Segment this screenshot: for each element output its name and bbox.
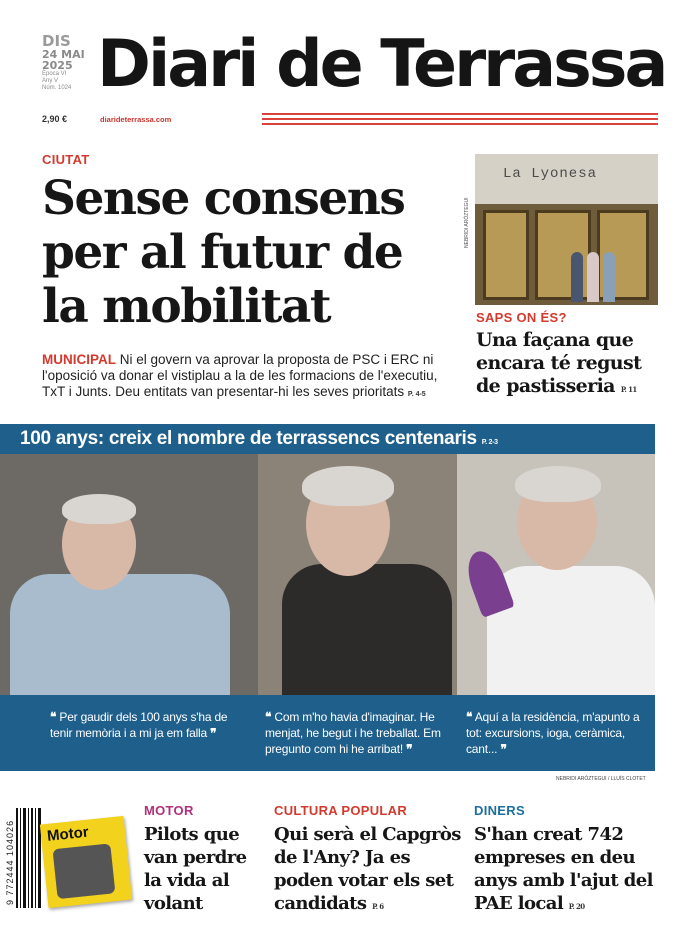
lead-kicker: MUNICIPAL xyxy=(42,352,116,367)
close-quote-icon: ❞ xyxy=(500,742,507,756)
centenarians-page-ref: P. 2-3 xyxy=(481,439,498,446)
motor-magazine-cover[interactable] xyxy=(40,816,132,908)
quote-1-text: Per gaudir dels 100 anys s'ha de tenir memòria i a mi ja em falla xyxy=(50,710,228,740)
quote-3-text: Aquí a la residència, m'apunto a tot: excursions, ioga, ceràmica, cant... xyxy=(466,710,640,756)
centenarians-title-text: 100 anys: creix el nombre de terrassencs centenaris xyxy=(20,428,477,449)
side-headline-text: Una façana que encara té regust de pastisseria xyxy=(476,329,642,397)
passerby-figure xyxy=(603,252,615,302)
shopfront-photo[interactable] xyxy=(475,154,658,305)
quote-3 xyxy=(466,709,650,757)
centenarian-photo-woman-1[interactable] xyxy=(258,454,457,695)
website-url[interactable]: diarideterrassa.com xyxy=(100,115,172,124)
close-quote-icon: ❞ xyxy=(406,742,413,756)
magazine-cover-photo xyxy=(53,843,116,899)
lead-page-ref: P. 4-5 xyxy=(407,391,426,398)
centenarian-photo-man[interactable] xyxy=(0,454,258,695)
masthead-date: 24 MAI xyxy=(42,48,85,61)
blouse-shape xyxy=(487,566,655,695)
close-quote-icon: ❞ xyxy=(210,726,217,740)
money-section-tag: DINERS xyxy=(474,803,525,818)
masthead-year: Any V xyxy=(42,78,59,84)
hair-shape xyxy=(62,494,136,524)
shop-sign xyxy=(475,154,658,204)
side-page-ref: P. 11 xyxy=(620,385,637,394)
money-headline[interactable] xyxy=(474,823,664,918)
lead-headline[interactable]: Sense consens per al futur de la mobilitat xyxy=(42,171,405,334)
quote-1 xyxy=(50,709,230,741)
money-page-ref: P. 20 xyxy=(568,902,585,911)
motor-section-tag: MOTOR xyxy=(144,803,194,818)
masthead-issue: Núm. 1024 xyxy=(42,85,72,91)
barcode-digits: 9 772444 104026 xyxy=(5,819,15,905)
quote-2-text: Com m'ho havia d'imaginar. He menjat, he begut i he treballat. Em pregunto com hi he arribat! xyxy=(265,710,441,756)
centenarian-quotes-bar xyxy=(0,695,655,771)
money-headline-text: S'han creat 742 empreses en deu anys amb l'ajut del PAE local xyxy=(474,824,653,914)
lead-body-text: Ni el govern va aprovar la proposta de PSC i ERC ni l'oposició va donar el vistiplau a la de les formacions de l'executiu, TxT i Junts. Deu entitats van presentar-hi les seves prioritats xyxy=(42,352,438,399)
hair-shape xyxy=(302,466,394,506)
lead-summary xyxy=(42,352,462,403)
centenarians-title xyxy=(20,428,498,450)
culture-headline[interactable] xyxy=(274,823,464,918)
centenarians-banner[interactable] xyxy=(0,424,655,454)
masthead-epoch: Època VI xyxy=(42,71,67,77)
side-section-tag: SAPS ON ÉS? xyxy=(476,310,567,325)
open-quote-icon: ❝ xyxy=(265,710,272,724)
side-headline[interactable] xyxy=(476,329,666,401)
masthead-year-number: 2025 xyxy=(42,59,73,72)
cardigan-shape xyxy=(282,564,452,695)
shopfront-photo-credit: NEBRIDI ARÓZTEGUI xyxy=(464,197,470,248)
culture-page-ref: P. 6 xyxy=(372,902,384,911)
passerby-figure xyxy=(571,252,583,302)
masthead-stripes xyxy=(262,113,658,128)
lead-section-tag: CIUTAT xyxy=(42,152,90,167)
shop-sign-text: La Lyonesa xyxy=(503,166,598,182)
passerby-figure xyxy=(587,252,599,302)
masthead-price: 2,90 € xyxy=(42,114,68,124)
magazine-title: Motor xyxy=(46,823,90,845)
shirt-shape xyxy=(10,574,230,695)
motor-headline[interactable]: Pilots que van perdre la vida al volant xyxy=(144,824,247,914)
newspaper-logo[interactable]: Diari de Terrassa xyxy=(97,27,666,102)
barcode-icon xyxy=(14,808,42,908)
hair-shape xyxy=(515,466,601,502)
centenarian-photo-woman-2[interactable] xyxy=(457,454,655,695)
shop-window-left xyxy=(483,210,529,300)
centenarians-photo-credit: NEBRIDI ARÓZTEGUI / LLUÍS CLOTET xyxy=(556,776,646,782)
culture-section-tag: CULTURA POPULAR xyxy=(274,803,408,818)
open-quote-icon: ❝ xyxy=(466,710,473,724)
open-quote-icon: ❝ xyxy=(50,710,57,724)
culture-headline-text: Qui serà el Capgròs de l'Any? Ja es poden votar els set candidats xyxy=(274,824,461,914)
quote-2 xyxy=(265,709,455,757)
masthead-date-block xyxy=(42,34,102,92)
masthead-day: DIS xyxy=(42,32,71,50)
